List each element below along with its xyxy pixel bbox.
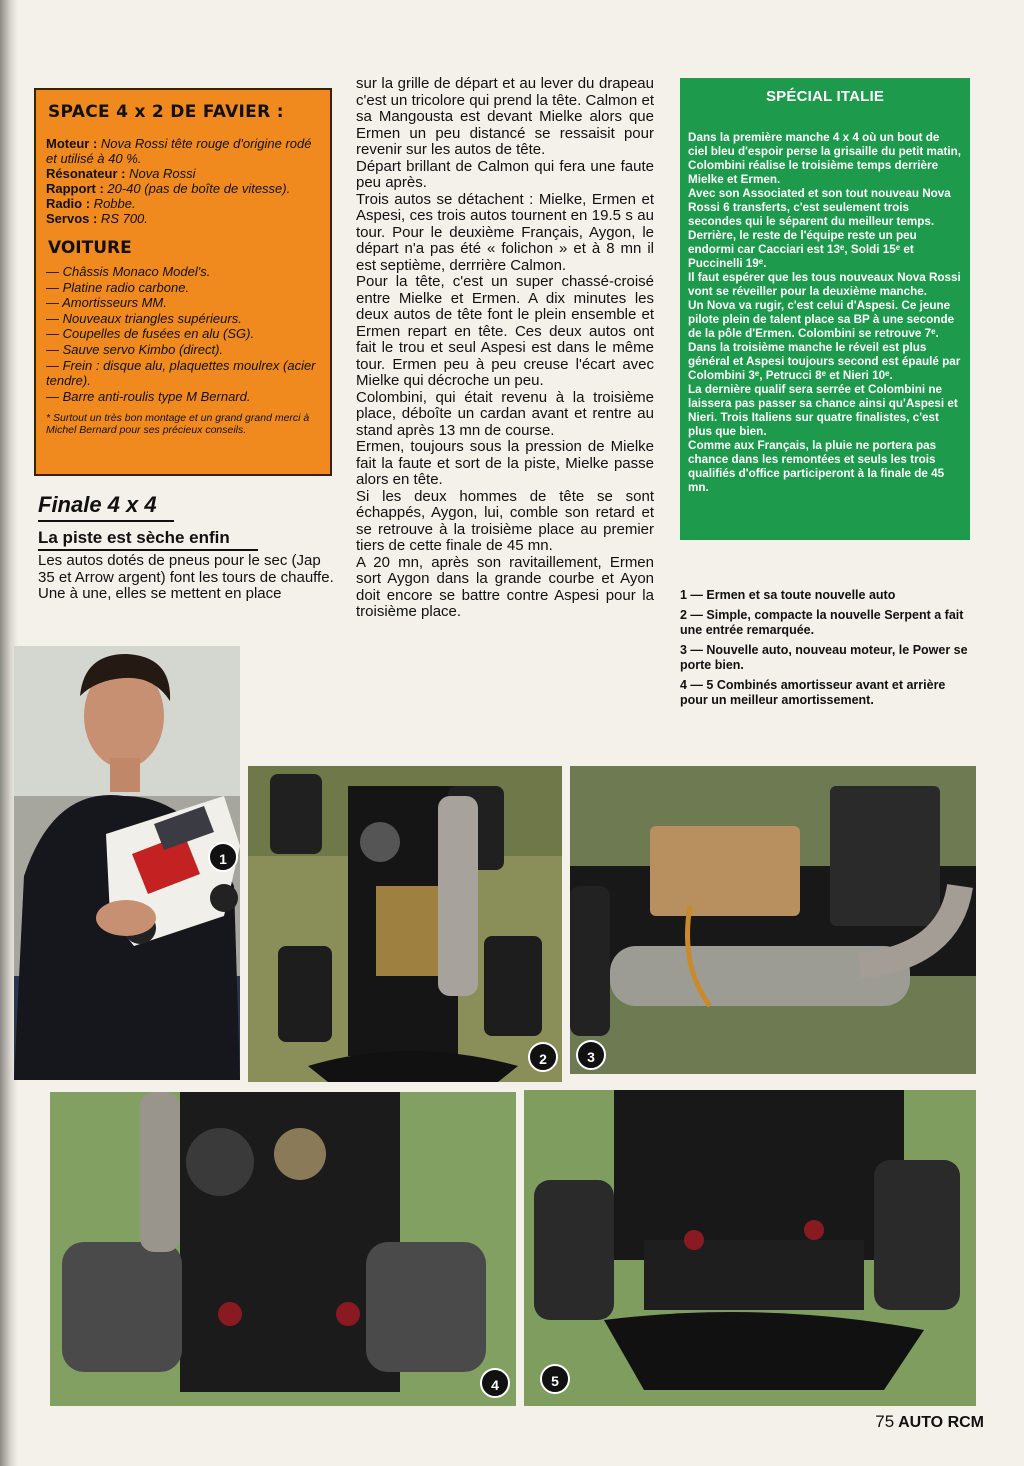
special-paragraph: Avec son Associated et son tout nouveau Nova Rossi 6 transferts, c'est seulement trois secondes qui le séparent du meilleur temps. bbox=[688, 187, 951, 228]
photo-badge-5: 5 bbox=[540, 1364, 570, 1394]
car-feature-item: — Barre anti-roulis type M Bernard. bbox=[46, 388, 251, 404]
photo-badge-4: 4 bbox=[480, 1368, 510, 1398]
special-box-title: SPÉCIAL ITALIE bbox=[765, 88, 885, 105]
spec-box bbox=[34, 88, 332, 476]
spec-line-engine: Moteur : Nova Rossi tête rouge d'origine rodé et utilisé à 40 %. bbox=[46, 136, 312, 166]
special-paragraph: La dernière qualif sera serrée et Colombini ne laissera pas passer sa chance ainsi qu'Aspesi et Nieri. Trois Italiens sur quatre finalistes, c'est plus que bien. bbox=[688, 383, 958, 438]
special-box-text bbox=[688, 131, 962, 495]
special-paragraph: Dans la première manche 4 x 4 où un bout de ciel bleu d'espoir perse la grisaille du petit matin, Colombini réalise le troisième temps derrière Mielke et Ermen. bbox=[688, 131, 961, 186]
photo-badge-3: 3 bbox=[576, 1040, 606, 1070]
car-feature-item: — Nouveaux triangles supérieurs. bbox=[46, 310, 242, 326]
photo-1-driver bbox=[14, 646, 240, 1080]
spec-line-ratio: Rapport : 20-40 (pas de boîte de vitesse). bbox=[46, 181, 291, 196]
car-feature-item: — Platine radio carbone. bbox=[46, 279, 190, 295]
article-paragraph: sur la grille de départ et au lever du drapeau c'est un tricolore qui prend la tête. Calmon et sa Mangousta est devant Mielke alors que Ermen un peu distancé se ressaisit pour revenir sur les autos de tête. bbox=[356, 75, 654, 158]
photo-5-rear-shocks bbox=[524, 1090, 976, 1406]
photo-2-serpent bbox=[248, 766, 562, 1082]
car-feature-list bbox=[46, 264, 320, 404]
photo-4-illustration bbox=[50, 1092, 516, 1406]
spec-line-radio: Radio : Robbe. bbox=[46, 196, 136, 211]
photo-captions bbox=[680, 588, 972, 713]
special-italie-box bbox=[680, 78, 970, 540]
car-feature-item: — Châssis Monaco Model's. bbox=[46, 264, 211, 279]
article-paragraph: Les autos dotés de pneus pour le sec (Jap 35 et Arrow argent) font les tours de chauffe. bbox=[38, 552, 334, 586]
article-subheading: La piste est sèche enfin bbox=[38, 528, 230, 547]
article-paragraph: Départ brillant de Calmon qui fera une faute peu après. bbox=[356, 157, 654, 191]
article-paragraph: Si les deux hommes de tête se sont échappés, Aygon, lui, comble son retard et se retrouve à la troisième place au premier tiers de cette finale de 45 mn. bbox=[356, 487, 654, 554]
special-paragraph: Comme aux Français, la pluie ne portera pas chance dans les remontées et seuls les trois qualifiés d'office participeront à la finale de 45 mn. bbox=[688, 439, 945, 494]
spec-box-note: * Surtout un très bon montage et un grand grand merci à Michel Bernard pour ses précieux conseils. bbox=[46, 412, 310, 437]
article-paragraph: Colombini, qui était revenu à la troisième place, déboîte un cardan avant et rentre au stand après 13 mn de course. bbox=[356, 388, 654, 439]
spec-line-servos: Servos : RS 700. bbox=[46, 211, 148, 226]
article-paragraph: Ermen, toujours sous la pression de Mielke fait la faute et sort de la piste, Mielke passe alors en tête. bbox=[356, 438, 654, 488]
spec-box-subtitle: VOITURE bbox=[48, 238, 132, 258]
article-left-column bbox=[38, 553, 334, 603]
photo-2-illustration bbox=[248, 766, 562, 1082]
car-feature-item: — Frein : disque alu, plaquettes moulrex (acier tendre). bbox=[46, 357, 316, 389]
photo-1-illustration bbox=[14, 646, 240, 1080]
caption: 1 — Ermen et sa toute nouvelle auto bbox=[680, 588, 896, 602]
photo-4-front-shocks bbox=[50, 1092, 516, 1406]
heading-underline bbox=[38, 520, 174, 522]
article-paragraph: Une à une, elles se mettent en place bbox=[38, 585, 282, 602]
special-paragraph: Un Nova va rugir, c'est celui d'Aspesi. Ce jeune pilote plein de talent place sa BP à une seconde de la pôle d'Ermen. Colombini se retrouve 7ᵉ. bbox=[688, 299, 955, 340]
car-feature-item: — Coupelles de fusées en alu (SG). bbox=[46, 326, 255, 342]
car-feature-item: — Amortisseurs MM. bbox=[46, 295, 167, 311]
special-paragraph: Dans la troisième manche le réveil est plus général et Aspesi toujours second est épaulé par Colombini 3ᵉ, Petrucci 8ᵉ et Nieri 10ᵉ. bbox=[688, 341, 961, 382]
article-paragraph: Trois autos se détachent : Mielke, Ermen et Aspesi, ces trois autos tournent en 19.5 s au tour. Pour le deuxième Français, Aygon, le départ n'a pas été « folichon » et à 8 mn il est septième, derrrière Calmon. bbox=[356, 190, 654, 274]
photo-5-illustration bbox=[524, 1090, 976, 1406]
magazine-name: AUTO RCM bbox=[898, 1414, 984, 1431]
special-paragraph: Il faut espérer que les tous nouveaux Nova Rossi vont se réveiller pour la deuxième manche. bbox=[688, 271, 961, 298]
spec-box-title: SPACE 4 x 2 DE FAVIER : bbox=[48, 102, 284, 122]
spec-line-resonator: Résonateur : Nova Rossi bbox=[46, 166, 196, 181]
caption: 3 — Nouvelle auto, nouveau moteur, le Power se porte bien. bbox=[680, 643, 968, 672]
article-paragraph: Pour la tête, c'est un super chassé-croisé entre Mielke et Ermen. A dix minutes les deux autos de tête font le plein ensemble et Ermen repart en tête. Ces deux autos ont fait le trou et seul Aspesi est dans le même tour. Ermen peu à peu creuse l'écart avec Mielke qui décroche un peu. bbox=[356, 273, 654, 389]
caption: 2 — Simple, compacte la nouvelle Serpent a fait une entrée remarquée. bbox=[680, 608, 964, 637]
photo-3-power bbox=[570, 766, 976, 1074]
photo-badge-2-marker: 2 bbox=[528, 1042, 558, 1072]
page-footer bbox=[875, 1412, 984, 1432]
photo-badge-1: 1 bbox=[208, 842, 238, 872]
photo-3-illustration bbox=[570, 766, 976, 1074]
page-number: 75 bbox=[875, 1412, 895, 1431]
article-paragraph: A 20 mn, après son ravitaillement, Ermen sort Aygon dans la grande courbe et Ayon doit encore se battre contre Aspesi pour la troisième place. bbox=[356, 553, 654, 620]
car-feature-item: — Sauve servo Kimbo (direct). bbox=[46, 341, 224, 357]
article-middle-column bbox=[356, 76, 654, 621]
article-heading: Finale 4 x 4 bbox=[38, 492, 157, 517]
caption: 4 — 5 Combinés amortisseur avant et arrière pour un meilleur amortissement. bbox=[680, 678, 946, 707]
subheading-underline bbox=[38, 549, 258, 551]
special-paragraph: Derrière, le reste de l'équipe reste un peu endormi car Cacciari est 13ᵉ, Soldi 15ᵉ et Puccinelli 19ᵉ. bbox=[688, 229, 917, 270]
